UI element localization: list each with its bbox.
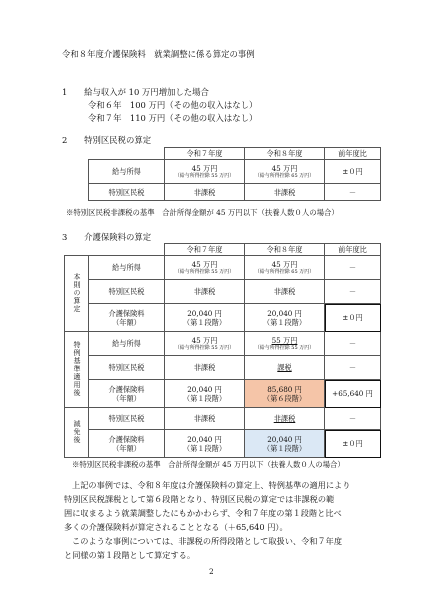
section2-heading: 2 特別区民税の算定 <box>62 135 152 145</box>
cell: 非課税 <box>165 184 245 201</box>
row-label: 給与所得 <box>89 332 165 356</box>
cell: 45 万円 （給与所得控除 55 万円） <box>165 160 245 184</box>
table-row <box>89 184 381 201</box>
cell: 20,040 円 （第１段階） <box>245 304 325 332</box>
cell: 20,040 円 （第１段階） <box>165 430 245 458</box>
cell: 45 万円 （給与所得控除 65 万円） <box>245 256 325 280</box>
table-row <box>65 430 381 458</box>
cell: 非課税 <box>165 408 245 430</box>
cell: 非課税 <box>165 280 245 304</box>
highlight-cell-orange: 85,680 円 （第６段階） <box>245 380 325 408</box>
row-label: 介護保険料 （年額） <box>89 430 165 458</box>
row-label: 特別区民税 <box>89 408 165 430</box>
diff-cell-highlight: ±０円 <box>325 430 381 458</box>
page-number: 2 <box>209 567 214 576</box>
row-label: 特別区民税 <box>89 184 165 201</box>
table-row <box>65 380 381 408</box>
cell: 非課税 <box>245 408 325 430</box>
col-header-r8: 令和８年度 <box>245 244 325 256</box>
body-paragraph: 上記の事例では、令和８年度は介護保険料の算定上、特例基準の適用により 特別区民税課税として第６段階となり、特別区民税の算定では非課税の範 囲に収まるよう就業調整したにもかかわらず、令和７年度の第１段階と比べ 多くの介護保険料が算定されることとなる（＋65,640 円）。 このような事例については、非課税の所得段階として取扱い、令和７年度 と同様の第１段階として算定する。 <box>64 480 351 560</box>
row-label: 特別区民税 <box>89 280 165 304</box>
section1-heading: 1 給与収入が 10 万円増加した場合 <box>62 87 209 97</box>
tax-table <box>88 147 381 201</box>
cell: － <box>325 256 381 280</box>
col-header-r7: 令和７年度 <box>165 244 245 256</box>
table-row <box>65 256 381 280</box>
col-header-r8: 令和８年度 <box>245 148 325 160</box>
cell: ±０円 <box>325 160 381 184</box>
group-label-genmen: 減免後 <box>65 408 89 458</box>
section1-line2: 令和７年 110 万円（その他の収入はなし） <box>88 113 258 123</box>
cell: 非課税 <box>165 356 245 380</box>
highlight-cell-blue: 20,040 円 （第１段階） <box>245 430 325 458</box>
section3-heading: 3 介護保険料の算定 <box>62 232 152 242</box>
cell: 非課税 <box>245 184 325 201</box>
cell: 20,040 円 （第１段階） <box>165 380 245 408</box>
cell: 45 万円 （給与所得控除 65 万円） <box>245 160 325 184</box>
cell: － <box>325 280 381 304</box>
row-label: 介護保険料 （年額） <box>89 304 165 332</box>
diff-cell-highlight: +65,640 円 <box>325 380 381 408</box>
cell: － <box>325 356 381 380</box>
cell: － <box>325 184 381 201</box>
row-label: 給与所得 <box>89 256 165 280</box>
cell: 45 万円 （給与所得控除 55 万円） <box>165 332 245 356</box>
section1-line1: 令和６年 100 万円（その他の収入はなし） <box>88 100 258 110</box>
row-label: 介護保険料 （年額） <box>89 380 165 408</box>
table-row <box>89 160 381 184</box>
cell: － <box>325 332 381 356</box>
group-label-honsoku: 本則の算定 <box>65 256 89 332</box>
col-header-r7: 令和７年度 <box>165 148 245 160</box>
table-row <box>65 304 381 332</box>
table-row <box>65 408 381 430</box>
table-row <box>65 356 381 380</box>
page-title: 令和８年度介護保険料 就業調整に係る算定の事例 <box>62 49 255 59</box>
section2-note: ※特別区民税非課税の基準 合計所得金額が 45 万円以下（扶養人数０人の場合） <box>66 208 339 217</box>
group-label-tokurei: 特例基準適用後 <box>65 332 89 408</box>
cell: 非課税 <box>245 280 325 304</box>
cell: 20,040 円 （第１段階） <box>165 304 245 332</box>
col-header-diff: 前年度比 <box>325 148 381 160</box>
cell: － <box>325 408 381 430</box>
diff-cell-highlight: ±０円 <box>325 304 381 332</box>
table-row <box>65 332 381 356</box>
col-header-diff: 前年度比 <box>325 244 381 256</box>
row-label: 給与所得 <box>89 160 165 184</box>
table-row <box>65 280 381 304</box>
row-label: 特別区民税 <box>89 356 165 380</box>
cell: 55 万円 （給与所得控除 55 万円） <box>245 332 325 356</box>
cell: 45 万円 （給与所得控除 55 万円） <box>165 256 245 280</box>
cell: 課税 <box>245 356 325 380</box>
premium-table <box>64 243 381 458</box>
section3-note: ※特別区民税非課税の基準 合計所得金額が 45 万円以下（扶養人数０人の場合） <box>72 460 345 469</box>
